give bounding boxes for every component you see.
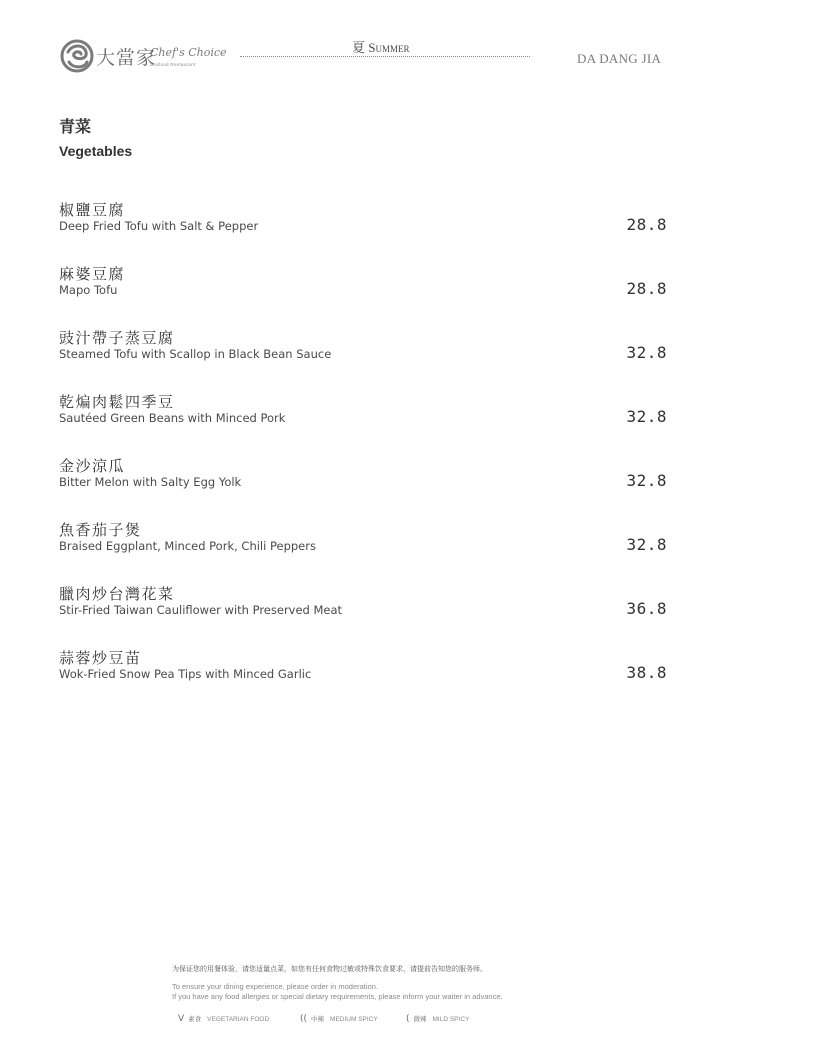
dish-price: 38.8 (626, 663, 667, 682)
menu-item (59, 519, 669, 559)
menu-item (59, 391, 669, 431)
legend-label-english: MEDIUM SPICY (330, 1016, 378, 1023)
logo-chinese-text: 大當家 (96, 47, 157, 69)
dish-name-english: Deep Fried Tofu with Salt & Pepper (59, 219, 259, 233)
menu-item (59, 199, 669, 239)
menu-item (59, 327, 669, 367)
legend-medium-spicy (300, 1014, 378, 1024)
dish-name-chinese: 乾煸肉鬆四季豆 (59, 393, 175, 411)
restaurant-logo (60, 38, 227, 78)
dish-price: 32.8 (626, 471, 667, 490)
section-title-english: Vegetables (59, 143, 133, 159)
logo-script-text: Chef's Choice (150, 46, 227, 59)
legend-mild-spicy (406, 1014, 469, 1024)
dish-name-chinese: 椒鹽豆腐 (59, 201, 126, 219)
menu-item (59, 583, 669, 623)
season-chinese: 夏 (352, 40, 366, 55)
dish-name-chinese: 臘肉炒台灣花菜 (59, 585, 175, 603)
legend-label-english: VEGETARIAN FOOD (207, 1016, 270, 1023)
medium-spicy-icon: (( (300, 1014, 308, 1024)
dish-name-chinese: 麻婆豆腐 (59, 265, 126, 283)
footer-notice-english-line1: To ensure your dining experience, please order in moderation. (172, 982, 378, 991)
legend-vegetarian (178, 1014, 269, 1024)
logo-subtitle: Seafood Restaurant (150, 62, 196, 67)
swirl-logo-icon (60, 38, 94, 74)
dotted-divider (240, 56, 530, 57)
vegetarian-icon: V (178, 1014, 185, 1024)
dietary-legend (178, 1014, 498, 1026)
dish-price: 32.8 (626, 535, 667, 554)
footer-notice-english-line2: If you have any food allergies or special dietary requirements, please inform your waiter in advance. (172, 992, 503, 1001)
dish-name-chinese: 魚香茄子煲 (59, 521, 142, 539)
dish-name-english: Mapo Tofu (59, 283, 118, 297)
brand-name: DA DANG JIA (577, 51, 662, 66)
legend-label-chinese: 微辣 (413, 1015, 427, 1023)
dish-price: 36.8 (626, 599, 667, 618)
dish-name-chinese: 豉汁帶子蒸豆腐 (59, 329, 175, 347)
menu-item (59, 263, 669, 303)
dish-name-english: Sautéed Green Beans with Minced Pork (59, 411, 286, 425)
season-label (352, 37, 410, 56)
dish-price: 32.8 (626, 407, 667, 426)
dish-name-english: Steamed Tofu with Scallop in Black Bean Sauce (59, 347, 332, 361)
dish-name-english: Stir-Fried Taiwan Cauliflower with Preserved Meat (59, 603, 343, 617)
legend-label-chinese: 素食 (188, 1015, 202, 1023)
dish-price: 28.8 (626, 215, 667, 234)
season-english: Summer (368, 40, 410, 55)
legend-label-chinese: 中辣 (311, 1015, 325, 1023)
menu-item (59, 455, 669, 495)
legend-label-english: MILD SPICY (432, 1016, 470, 1023)
dish-name-english: Wok-Fried Snow Pea Tips with Minced Garlic (59, 667, 312, 681)
dish-name-english: Braised Eggplant, Minced Pork, Chili Peppers (59, 539, 316, 553)
dish-name-english: Bitter Melon with Salty Egg Yolk (59, 475, 242, 489)
dish-price: 32.8 (626, 343, 667, 362)
dish-price: 28.8 (626, 279, 667, 298)
dish-name-chinese: 金沙涼瓜 (59, 457, 126, 475)
footer-notice-chinese: 为保证您的用餐体验，请您适量点菜，如您有任何食物过敏或特殊饮食要求，请提前告知您的服务师。 (172, 965, 487, 973)
section-title-chinese: 青菜 (59, 117, 92, 136)
menu-item (59, 647, 669, 687)
mild-spicy-icon: ( (406, 1014, 410, 1024)
dish-name-chinese: 蒜蓉炒豆苗 (59, 649, 142, 667)
